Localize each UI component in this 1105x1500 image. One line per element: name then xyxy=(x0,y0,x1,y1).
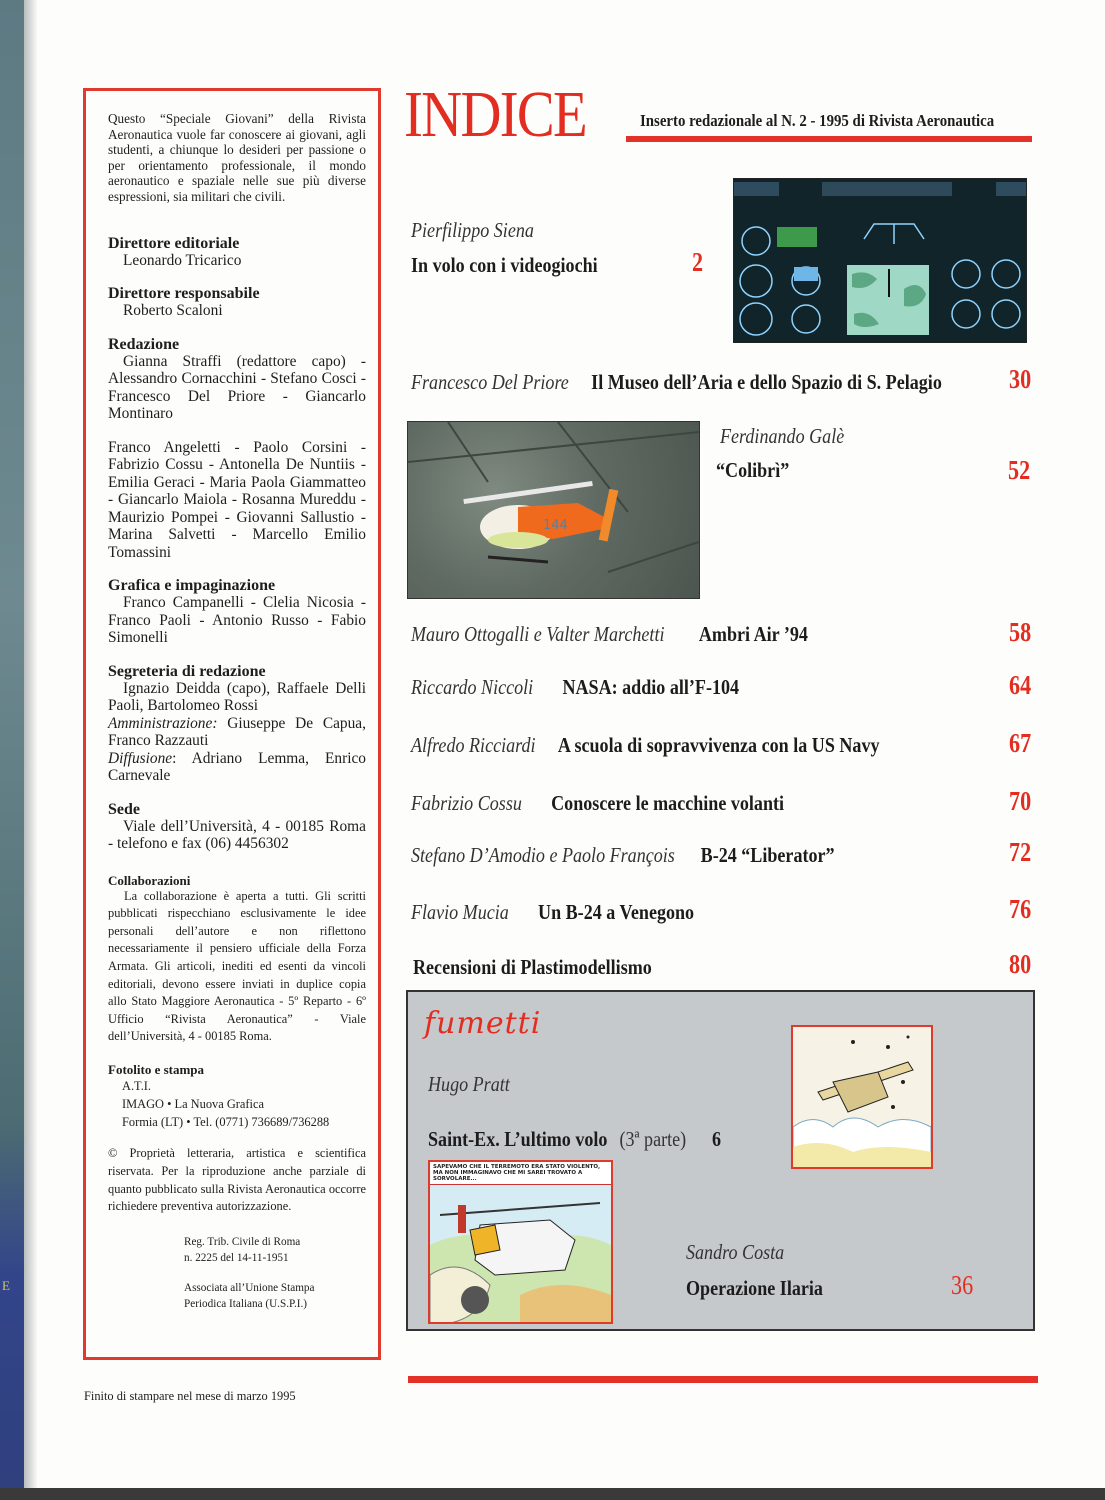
copyright-note: © Proprietà letteraria, artistica e scientifica riservata. Per la riproduzione anche parziale di quanto pubblicato sulla Rivista Aeronautica occorre richiedere preventiva autorizzazione. xyxy=(108,1145,366,1214)
toc-entry[interactable] xyxy=(411,370,942,395)
association-line: Associata all’Unione Stampa xyxy=(184,1282,315,1295)
section-body: Franco Campanelli - Clelia Nicosia - Franco Paoli - Antonio Russo - Fabio Simonelli xyxy=(108,594,366,647)
amministrazione-label: Amministrazione: xyxy=(108,714,218,732)
toc-entry[interactable] xyxy=(411,733,880,758)
toc-title[interactable]: In volo con i videogiochi xyxy=(411,253,598,277)
toc-author: Pierfilippo Siena xyxy=(411,218,534,242)
toc-title[interactable]: “Colibrì” xyxy=(716,458,790,482)
comic-caption: SAPEVAMO CHE IL TERREMOTO ERA STATO VIOLENTO, MA NON IMMAGINAVO CHE MI SAREI TROVATO A SORVOLARE... xyxy=(430,1162,611,1185)
fumetti-entry[interactable] xyxy=(428,1127,721,1152)
toc-author: Francesco Del Priore xyxy=(411,370,569,394)
toc-entry[interactable] xyxy=(413,955,652,980)
biplane-comic-panel xyxy=(791,1025,933,1169)
diffusione-body: : Adriano Lemma, Enrico Carnevale xyxy=(108,749,366,785)
header-rule xyxy=(626,136,1032,142)
section-body: Viale dell’Università, 4 - 00185 Roma - telefono e fax (06) 4456302 xyxy=(108,817,366,853)
model-helicopter-image xyxy=(407,421,700,599)
page-title: INDICE xyxy=(404,78,586,151)
collaborazioni-body: La collaborazione è aperta a tutti. Gli scritti pubblicati rispecchiano esclusivamente le idee personali dell’autore e non riflettono necessariamente il pensiero ufficiale della Forza Armata. Gli articoli, inediti ed esenti da vincoli editoriali, devono essere inviati in duplice copia allo Stato Maggiore Aeronautica - 5º Reparto - 6º Ufficio “Rivista Aeronautica” - Viale dell’Università, 4 - 00185 Roma. xyxy=(108,888,366,1044)
spine-shadow xyxy=(24,0,38,1500)
section-heading: Direttore responsabile xyxy=(108,285,260,303)
cockpit-illustration xyxy=(734,179,1026,342)
toc-author: Ferdinando Galè xyxy=(720,424,845,448)
registration-note xyxy=(108,1234,366,1266)
section-body: Franco Angeletti - Paolo Corsini - Fabrizio Cossu - Antonella De Nuntiis - Emilia Geraci - Maria Paola Giammatteo - Giancarlo Maiola - Rosanna Mureddu - Maurizio Pompei - Giovanni Sallustio - Marina Salvetti - Marcello Emilio Tomassini xyxy=(108,438,366,561)
page-edge-shadow xyxy=(0,1488,1105,1500)
rescue-helicopter-comic-panel xyxy=(428,1160,613,1324)
toc-author: Alfredo Ricciardi xyxy=(411,733,536,757)
page-subtitle: Inserto redazionale al N. 2 - 1995 di Rivista Aeronautica xyxy=(640,111,995,130)
section-heading: Segreteria di redazione xyxy=(108,662,266,680)
footer-rule xyxy=(408,1376,1038,1383)
toc-page: 67 xyxy=(1009,728,1032,758)
toc-entry[interactable] xyxy=(411,622,808,647)
section-heading: Redazione xyxy=(108,335,180,353)
toc-title[interactable]: Conoscere le macchine volanti xyxy=(551,791,785,815)
toc-title[interactable]: NASA: addio all’F-104 xyxy=(562,675,740,699)
toc-author: Riccardo Niccoli xyxy=(411,675,534,699)
toc-page: 70 xyxy=(1009,786,1032,816)
section-heading: Grafica e impaginazione xyxy=(108,577,276,595)
section-body: Leonardo Tricarico xyxy=(123,251,242,269)
toc-page: 64 xyxy=(1009,670,1032,700)
fumetti-title[interactable]: Operazione Ilaria xyxy=(686,1276,823,1300)
fumetti-author: Hugo Pratt xyxy=(428,1072,510,1096)
fumetti-note: (3ª parte) xyxy=(619,1127,687,1151)
fotolito-line: IMAGO • La Nuova Grafica xyxy=(122,1096,264,1111)
toc-page: 76 xyxy=(1009,894,1032,924)
cockpit-image xyxy=(733,178,1027,343)
biplane-illustration xyxy=(793,1027,931,1167)
svg-text:144: 144 xyxy=(543,518,568,533)
toc-page: 80 xyxy=(1009,949,1032,979)
colophon-box xyxy=(83,88,381,1360)
fumetti-author: Sandro Costa xyxy=(686,1240,785,1264)
amministrazione-body: Giuseppe De Capua, Franco Razzauti xyxy=(108,714,366,750)
toc-entry[interactable] xyxy=(411,675,739,700)
toc-author: Stefano D’Amodio e Paolo François xyxy=(411,843,675,867)
toc-page: 52 xyxy=(1008,455,1031,485)
rescue-helicopter-illustration xyxy=(430,1185,611,1324)
association-note xyxy=(108,1280,366,1312)
fumetti-page: 6 xyxy=(711,1127,721,1151)
fumetti-section xyxy=(406,990,1035,1331)
spine-letter: E xyxy=(2,1278,10,1293)
collaborazioni-heading: Collaborazioni xyxy=(108,872,191,888)
toc-entry[interactable] xyxy=(411,900,694,925)
association-line: Periodica Italiana (U.S.P.I.) xyxy=(184,1298,308,1311)
toc-page: 2 xyxy=(692,247,704,277)
toc-title[interactable]: Recensioni di Plastimodellismo xyxy=(413,955,652,979)
print-date-note: Finito di stampare nel mese di marzo 1995 xyxy=(84,1389,296,1403)
section-heading: Direttore editoriale xyxy=(108,234,240,252)
fumetti-label: fumetti xyxy=(424,1006,542,1041)
section-body: Gianna Straffi (redattore capo) - Alessandro Cornacchini - Stefano Cosci - Francesco Del Priore - Giancarlo Montinaro xyxy=(108,352,366,423)
registration-line: n. 2225 del 14-11-1951 xyxy=(184,1252,289,1265)
toc-author: Flavio Mucia xyxy=(411,900,509,924)
fotolito-heading: Fotolito e stampa xyxy=(108,1061,205,1077)
toc-author: Fabrizio Cossu xyxy=(411,791,522,815)
section-heading: Sede xyxy=(108,800,140,818)
toc-title[interactable]: Un B-24 a Venegono xyxy=(538,900,695,924)
helicopter-illustration xyxy=(408,422,699,598)
toc-page: 30 xyxy=(1009,364,1032,394)
toc-title[interactable]: B-24 “Liberator” xyxy=(700,843,835,867)
fumetti-page: 36 xyxy=(951,1270,974,1300)
magazine-spine xyxy=(0,0,24,1500)
diffusione-label: Diffusione xyxy=(108,749,173,767)
colophon-intro: Questo “Speciale Giovani” della Rivista Aeronautica vuole far conoscere ai giovani, agli studenti, a chiunque lo desideri per passione o per orientamento professionale, il mondo aeronautico e spaziale nelle sue più diverse espressioni, sia militari che civili. xyxy=(108,111,366,204)
toc-author: Mauro Ottogalli e Valter Marchetti xyxy=(411,622,665,646)
toc-title[interactable]: Ambri Air ’94 xyxy=(698,622,808,646)
toc-title[interactable]: Il Museo dell’Aria e dello Spazio di S. Pelagio xyxy=(591,370,942,394)
fotolito-line: Formia (LT) • Tel. (0771) 736689/736288 xyxy=(122,1114,330,1129)
toc-entry[interactable] xyxy=(411,843,835,868)
toc-entry[interactable] xyxy=(411,791,784,816)
toc-page: 58 xyxy=(1009,617,1032,647)
fotolito-line: A.T.I. xyxy=(122,1078,152,1093)
toc-title[interactable]: A scuola di sopravvivenza con la US Navy xyxy=(557,733,880,757)
section-body: Ignazio Deidda (capo), Raffaele Delli Paoli, Bartolomeo Rossi xyxy=(108,679,366,715)
fumetti-title[interactable]: Saint-Ex. L’ultimo volo xyxy=(428,1127,608,1151)
toc-page: 72 xyxy=(1009,837,1032,867)
registration-line: Reg. Trib. Civile di Roma xyxy=(184,1236,301,1249)
section-body: Roberto Scaloni xyxy=(123,302,223,320)
